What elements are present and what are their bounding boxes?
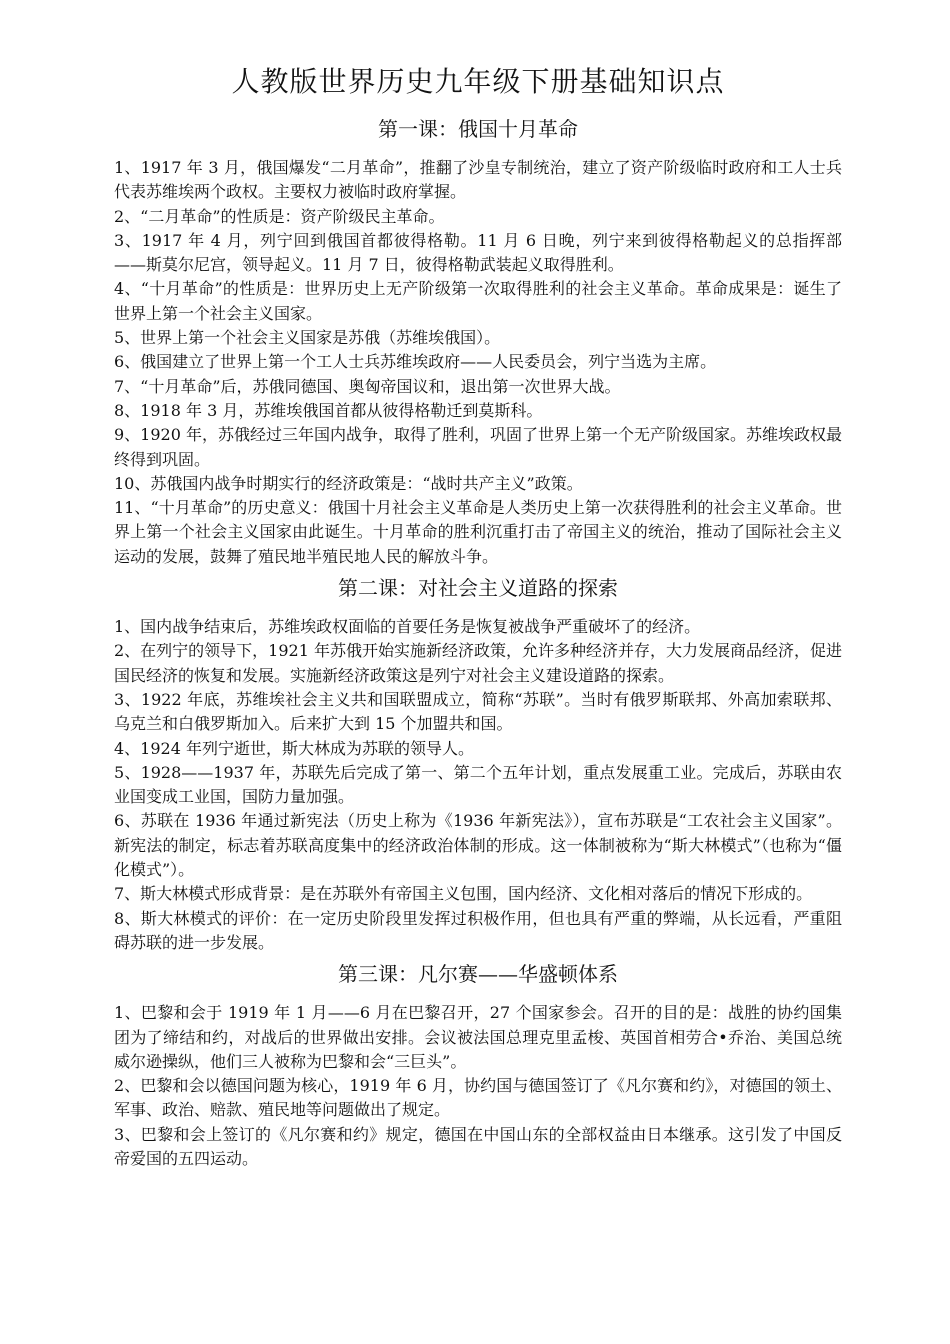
list-item: 3、巴黎和会上签订的《凡尔赛和约》规定，德国在中国山东的全部权益由日本继承。这引发了中国反帝爱国的五四运动。 <box>114 1124 842 1168</box>
list-item: 5、世界上第一个社会主义国家是苏俄（苏维埃俄国）。 <box>114 328 501 348</box>
lesson-1 <box>114 114 842 569</box>
list-item: 7、“十月革命”后，苏俄同德国、奥匈帝国议和，退出第一次世界大战。 <box>114 376 621 396</box>
lesson-heading: 第一课：俄国十月革命 <box>378 117 578 141</box>
list-item: 5、1928——1937 年，苏联先后完成了第一、第二个五年计划，重点发展重工业。完成后，苏联由农业国变成工业国，国防力量加强。 <box>114 762 842 807</box>
list-item: 2、“二月革命”的性质是：资产阶级民主革命。 <box>114 206 445 226</box>
document-title: 人教版世界历史九年级下册基础知识点 <box>231 65 725 98</box>
list-item: 8、1918 年 3 月，苏维埃俄国首都从彼得格勒迁到莫斯科。 <box>114 400 543 420</box>
list-item: 10、苏俄国内战争时期实行的经济政策是：“战时共产主义”政策。 <box>114 473 583 493</box>
list-item: 1、国内战争结束后，苏维埃政权面临的首要任务是恢复被战争严重破坏了的经济。 <box>114 617 701 637</box>
lesson-3 <box>114 959 842 1171</box>
list-item: 4、1924 年列宁逝世，斯大林成为苏联的领导人。 <box>114 738 474 758</box>
list-item: 3、1917 年 4 月，列宁回到俄国首都彼得格勒。11 月 6 日晚，列宁来到彼得格勒起义的总指挥部——斯莫尔尼宫，领导起义。11 月 7 日，彼得格勒武装起义取得胜利。 <box>114 230 842 275</box>
list-item: 3、1922 年底，苏维埃社会主义共和国联盟成立，简称“苏联”。当时有俄罗斯联邦、外高加索联邦、乌克兰和白俄罗斯加入。后来扩大到 15 个加盟共和国。 <box>114 689 842 734</box>
list-item: 8、斯大林模式的评价：在一定历史阶段里发挥过积极作用，但也具有严重的弊端，从长远看，严重阻碍苏联的进一步发展。 <box>114 908 842 952</box>
list-item: 4、“十月革命”的性质是：世界历史上无产阶级第一次取得胜利的社会主义革命。革命成果是：诞生了世界上第一个社会主义国家。 <box>114 279 842 323</box>
list-item: 1、巴黎和会于 1919 年 1 月——6 月在巴黎召开，27 个国家参会。召开的目的是：战胜的协约国集团为了缔结和约，对战后的世界做出安排。会议被法国总理克里孟梭、英国首相劳合•乔治、美国总统威尔逊操纵，他们三人被称为巴黎和会“三巨头”。 <box>114 1003 842 1071</box>
lesson-2 <box>114 573 842 955</box>
list-item: 6、苏联在 1936 年通过新宪法（历史上称为《1936 年新宪法》），宣布苏联是“工农社会主义国家”。新宪法的制定，标志着苏联高度集中的经济政治体制的形成。这一体制被称为“斯大林模式”（也称为“僵化模式”）。 <box>114 811 842 880</box>
list-item: 9、1920 年，苏俄经过三年国内战争，取得了胜利，巩固了世界上第一个无产阶级国家。苏维埃政权最终得到巩固。 <box>114 425 842 469</box>
list-item: 2、巴黎和会以德国问题为核心，1919 年 6 月，协约国与德国签订了《凡尔赛和约》，对德国的领土、军事、政治、赔款、殖民地等问题做出了规定。 <box>114 1076 842 1120</box>
list-item: 6、俄国建立了世界上第一个工人士兵苏维埃政府——人民委员会，列宁当选为主席。 <box>114 352 717 372</box>
list-item: 11、“十月革命”的历史意义：俄国十月社会主义革命是人类历史上第一次获得胜利的社会主义革命。世界上第一个社会主义国家由此诞生。十月革命的胜利沉重打击了帝国主义的统治，推动了国际社会主义运动的发展，鼓舞了殖民地半殖民地人民的解放斗争。 <box>114 498 842 566</box>
list-item: 1、1917 年 3 月，俄国爆发“二月革命”，推翻了沙皇专制统治，建立了资产阶级临时政府和工人士兵代表苏维埃两个政权。主要权力被临时政府掌握。 <box>114 158 842 202</box>
list-item: 7、斯大林模式形成背景：是在苏联外有帝国主义包围，国内经济、文化相对落后的情况下形成的。 <box>114 884 813 904</box>
list-item: 2、在列宁的领导下，1921 年苏俄开始实施新经济政策，允许多种经济并存，大力发展商品经济，促进国民经济的恢复和发展。实施新经济政策这是列宁对社会主义建设道路的探索。 <box>114 641 842 685</box>
lesson-heading: 第二课：对社会主义道路的探索 <box>338 576 618 601</box>
lesson-heading: 第三课：凡尔赛——华盛顿体系 <box>338 962 618 987</box>
